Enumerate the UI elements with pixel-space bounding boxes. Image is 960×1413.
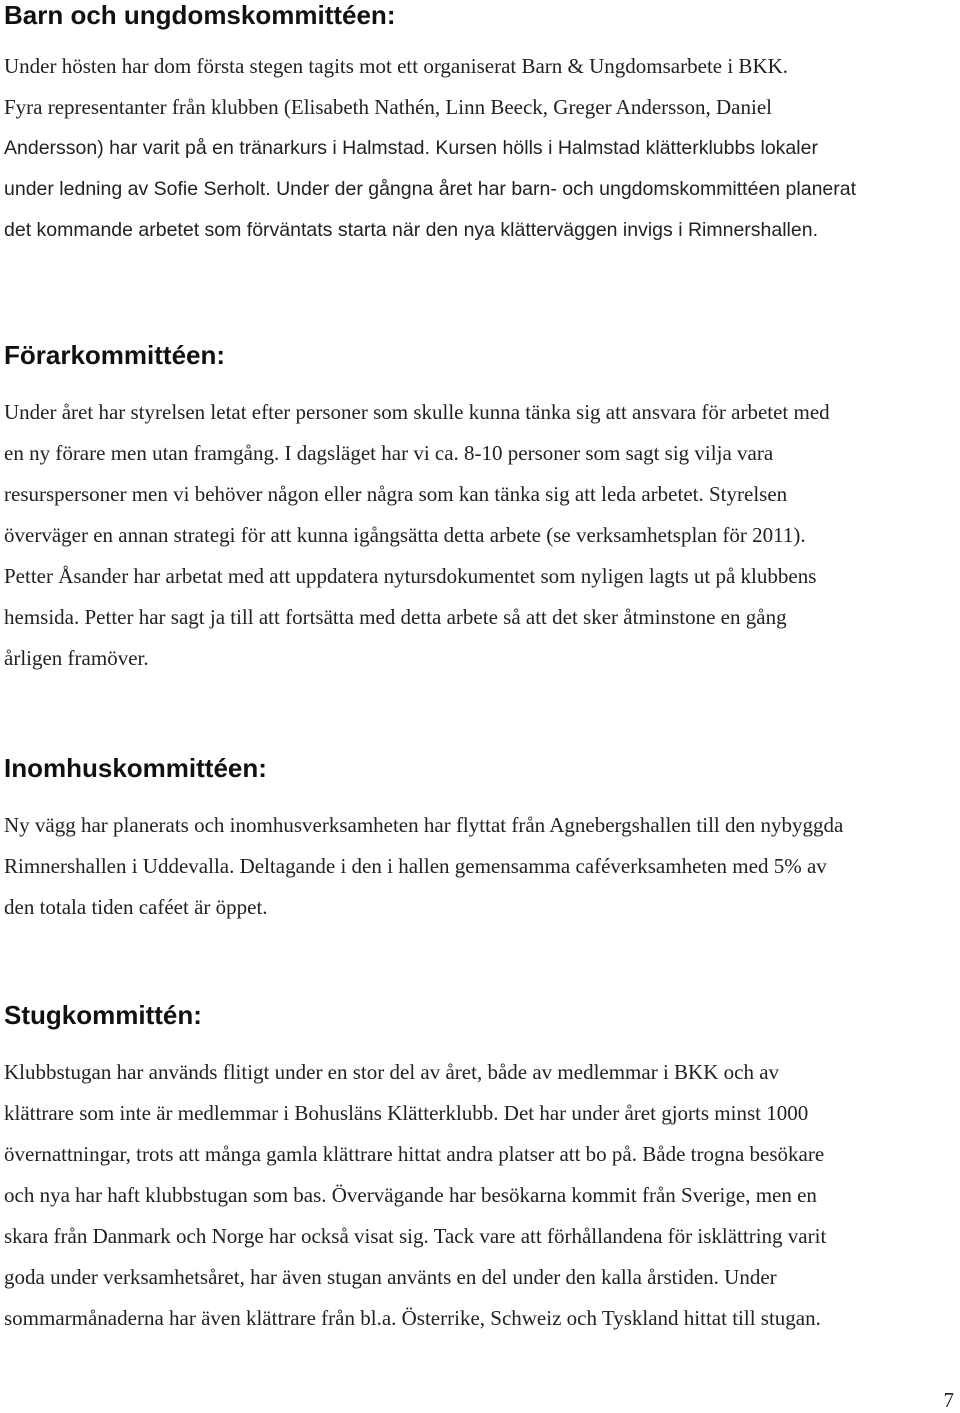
text-line: hemsida. Petter har sagt ja till att fortsätta med detta arbete så att det sker åtminstone en gång	[4, 605, 787, 629]
section-heading-inomhus: Inomhuskommittéen:	[4, 753, 267, 783]
text-line: klättrare som inte är medlemmar i Bohusläns Klätterklubb. Det har under året gjorts minst 1000	[4, 1101, 809, 1125]
text-line: den totala tiden caféet är öppet.	[4, 895, 268, 919]
page-number: 7	[943, 1388, 954, 1412]
text-line: Petter Åsander har arbetat med att uppdatera nytursdokumentet som nyligen lagts ut på klubbens	[4, 564, 817, 588]
text-line: skara från Danmark och Norge har också visat sig. Tack vare att förhållandena för isklättring varit	[4, 1224, 827, 1248]
text-line: Ny vägg har planerats och inomhusverksamheten har flyttat från Agnebergshallen till den nybyggda	[4, 813, 844, 837]
text-line: överväger en annan strategi för att kunna igångsätta detta arbete (se verksamhetsplan för 2011).	[4, 523, 806, 547]
text-line: Andersson) har varit på en tränarkurs i Halmstad. Kursen hölls i Halmstad klätterklubbs lokaler	[4, 137, 818, 159]
text-line: Klubbstugan har används flitigt under en stor del av året, både av medlemmar i BKK och av	[4, 1060, 780, 1084]
section-body-forar	[4, 392, 958, 679]
text-line: det kommande arbetet som förväntats starta när den nya klätterväggen invigs i Rimnershallen.	[4, 219, 819, 241]
section-body-stug	[4, 1052, 958, 1339]
section-body-barn-ungdom	[4, 46, 958, 251]
text-line: en ny förare men utan framgång. I dagsläget har vi ca. 8-10 personer som sagt sig vilja vara	[4, 441, 774, 465]
text-line: och nya har haft klubbstugan som bas. Övervägande har besökarna kommit från Sverige, men en	[4, 1183, 817, 1207]
text-line: resurspersoner men vi behöver någon eller några som kan tänka sig att leda arbetet. Styrelsen	[4, 482, 788, 506]
text-line: under ledning av Sofie Serholt. Under der gångna året har barn- och ungdomskommittéen planerat	[4, 178, 857, 200]
text-line: goda under verksamhetsåret, har även stugan använts en del under den kalla årstiden. Under	[4, 1265, 777, 1289]
text-line: sommarmånaderna har även klättrare från bl.a. Österrike, Schweiz och Tyskland hittat till stugan.	[4, 1306, 821, 1330]
text-line: Under hösten har dom första stegen tagits mot ett organiserat Barn & Ungdomsarbete i BKK.	[4, 54, 789, 78]
section-body-inomhus	[4, 805, 958, 928]
text-line: Fyra representanter från klubben (Elisabeth Nathén, Linn Beeck, Greger Andersson, Daniel	[4, 95, 772, 119]
text-line: Under året har styrelsen letat efter personer som skulle kunna tänka sig att ansvara för arbetet med	[4, 400, 830, 424]
text-line: årligen framöver.	[4, 646, 149, 670]
section-heading-stug: Stugkommittén:	[4, 1000, 202, 1030]
section-heading-barn-ungdom: Barn och ungdomskommittéen:	[4, 0, 396, 30]
section-heading-forar: Förarkommittéen:	[4, 340, 226, 370]
text-line: övernattningar, trots att många gamla klättrare hittat andra platser att bo på. Både trogna besökare	[4, 1142, 825, 1166]
text-line: Rimnershallen i Uddevalla. Deltagande i den i hallen gemensamma caféverksamheten med 5% av	[4, 854, 827, 878]
